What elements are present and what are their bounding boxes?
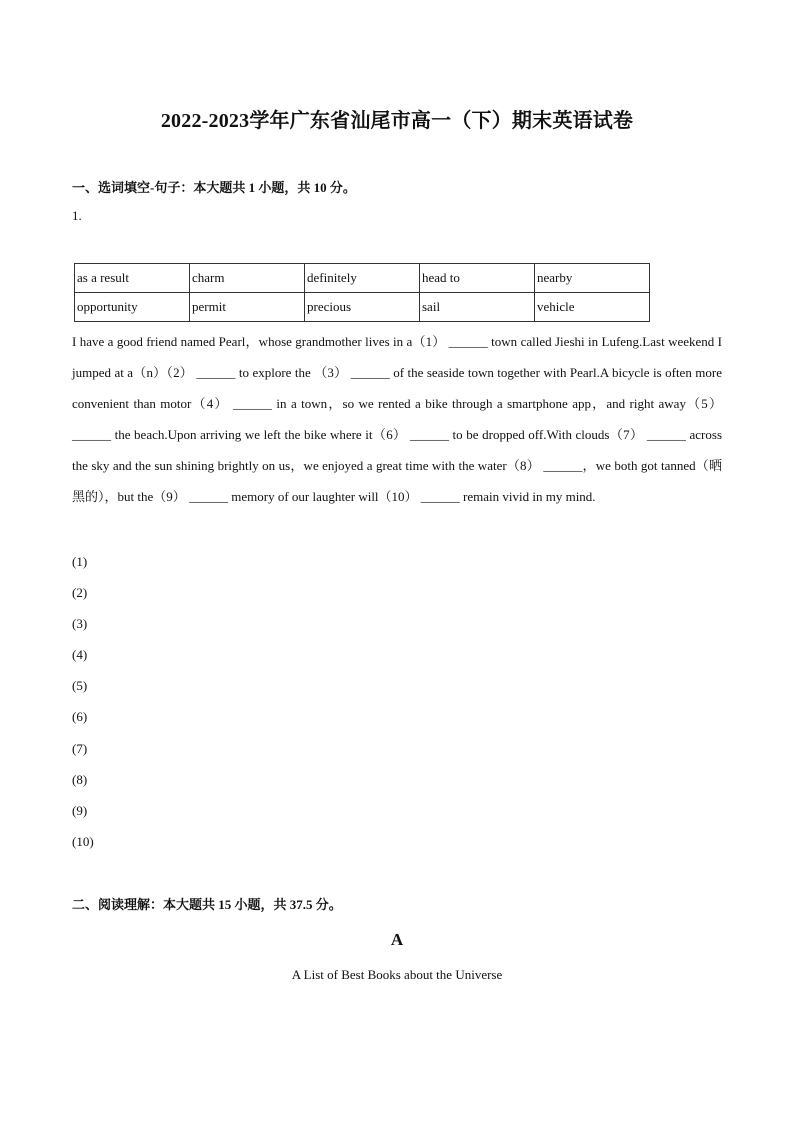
word-bank-cell: as a result bbox=[75, 264, 190, 293]
answer-line-6: (6) bbox=[72, 709, 88, 725]
answer-line-2: (2) bbox=[72, 585, 88, 601]
answer-line-9: (9) bbox=[72, 802, 88, 818]
word-bank-cell: nearby bbox=[535, 264, 650, 293]
word-bank-cell: head to bbox=[420, 264, 535, 293]
word-bank-cell: definitely bbox=[305, 264, 420, 293]
word-bank-cell: vehicle bbox=[535, 293, 650, 322]
section-2-heading: 二、阅读理解：本大题共 15 小题，共 37.5 分。 bbox=[72, 897, 342, 912]
passage-title: A List of Best Books about the Universe bbox=[291, 967, 503, 982]
word-bank-cell: precious bbox=[305, 293, 420, 322]
answer-line-4: (4) bbox=[72, 647, 88, 663]
word-bank-table bbox=[74, 263, 650, 322]
answer-line-8: (8) bbox=[72, 771, 88, 787]
exam-title: 2022-2023学年广东省汕尾市高一（下）期末英语试卷 bbox=[160, 110, 634, 132]
answer-line-10: (10) bbox=[72, 833, 94, 849]
word-bank-cell: charm bbox=[190, 264, 305, 293]
answer-line-7: (7) bbox=[72, 740, 88, 756]
word-bank-cell: sail bbox=[420, 293, 535, 322]
word-bank-row bbox=[75, 264, 650, 293]
answer-line-1: (1) bbox=[72, 554, 88, 569]
word-bank-cell: opportunity bbox=[75, 293, 190, 322]
passage-letter: A bbox=[390, 930, 404, 949]
answer-line-3: (3) bbox=[72, 616, 88, 632]
word-bank-cell: permit bbox=[190, 293, 305, 322]
answer-list bbox=[72, 546, 94, 857]
answer-line-5: (5) bbox=[72, 678, 88, 694]
question-number: 1. bbox=[72, 208, 82, 223]
cloze-passage: I have a good friend named Pearl，whose grandmother lives in a（1） ______ town called Jieshi in Lufeng.Last weekend I jumped at a（n）（2） ______ to explore the （3） ______ of the seaside town together with Pearl.A bicycle is often more convenient than motor（4） ______ in a town，so we rented a bike through a smartphone app，and right away（5） ______ the beach.Upon arriving we left the bike where it（6） ______ to be dropped off.With clouds（7） ______ across the sky and the sun shining brightly on us，we enjoyed a great time with the water（8） ______，we both got tanned（晒黑的），but the（9） ______ memory of our laughter will（10） ______ remain vivid in my mind. bbox=[72, 334, 722, 504]
section-1-heading: 一、选词填空-句子：本大题共 1 小题，共 10 分。 bbox=[72, 180, 356, 195]
word-bank-row bbox=[75, 293, 650, 322]
